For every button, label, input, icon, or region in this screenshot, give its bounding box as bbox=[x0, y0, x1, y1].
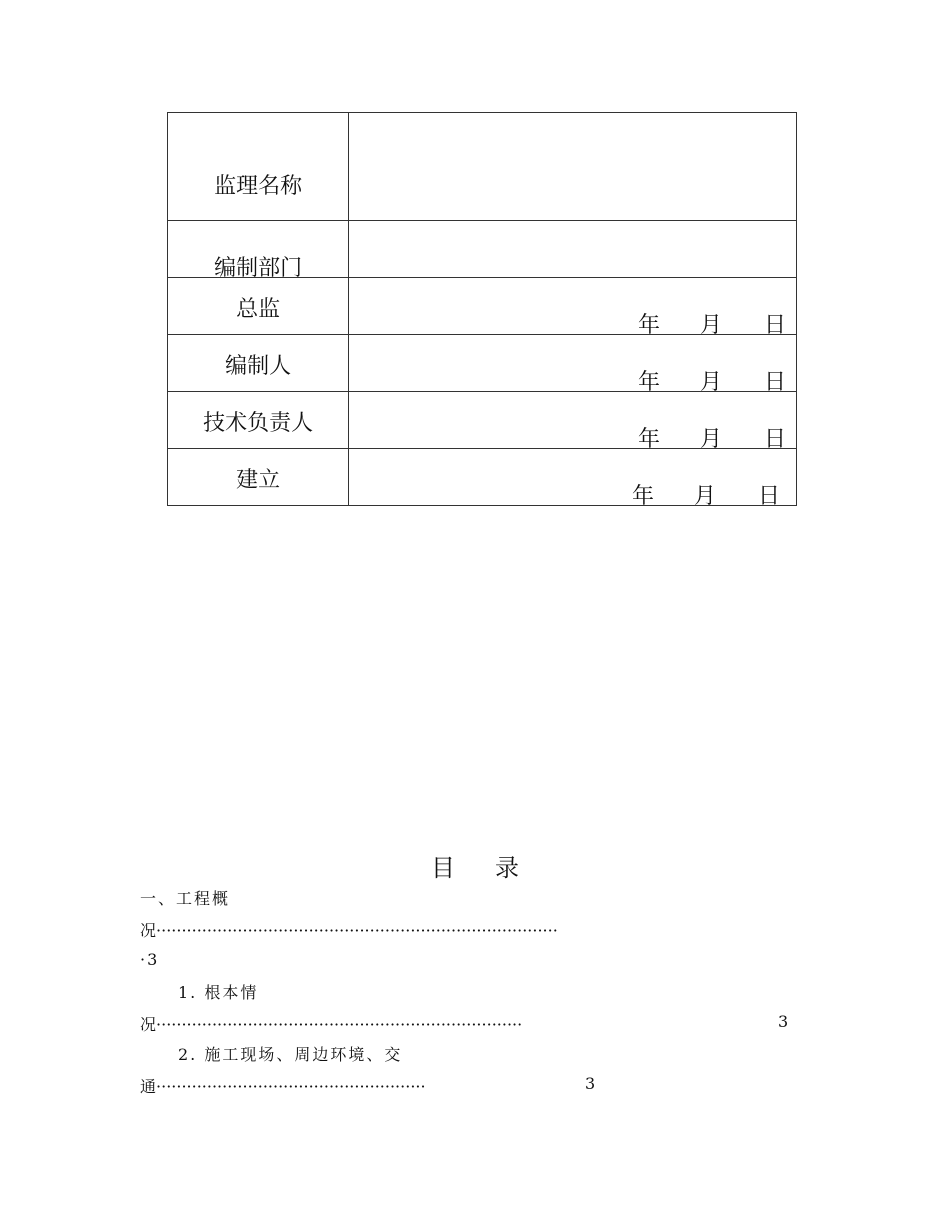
supervision-name-label: 监理名称 bbox=[214, 174, 303, 199]
chief-supervisor-value bbox=[349, 278, 797, 338]
date-day: 日 bbox=[758, 484, 781, 509]
table-row bbox=[168, 221, 797, 278]
established-value bbox=[349, 449, 797, 509]
row-label-cell bbox=[168, 335, 349, 392]
table-row bbox=[168, 392, 797, 449]
department-label: 编制部门 bbox=[214, 256, 303, 281]
date-year: 年 bbox=[638, 427, 661, 452]
toc-entry-leader[interactable] bbox=[140, 1074, 586, 1097]
date-day: 日 bbox=[764, 427, 787, 452]
table-row bbox=[168, 449, 797, 506]
date-day: 日 bbox=[764, 370, 787, 395]
toc-entry-leader[interactable] bbox=[140, 918, 812, 941]
toc-entry-page: 3 bbox=[585, 1074, 598, 1093]
row-label-cell bbox=[168, 113, 349, 221]
compiler-value bbox=[349, 335, 797, 395]
date-year: 年 bbox=[638, 370, 661, 395]
technical-lead-label: 技术负责人 bbox=[203, 411, 314, 436]
technical-lead-value bbox=[349, 392, 797, 452]
toc-entry-heading[interactable]: 2. 施工现场、周边环境、交 bbox=[178, 1045, 403, 1064]
date-year: 年 bbox=[638, 313, 661, 338]
chief-supervisor-label: 总监 bbox=[236, 297, 281, 322]
established-label: 建立 bbox=[236, 468, 281, 493]
row-label-cell bbox=[168, 278, 349, 335]
date-month: 月 bbox=[700, 427, 723, 452]
supervision-name-value bbox=[349, 113, 797, 221]
toc-dot-leader: ····················································· bbox=[156, 1077, 426, 1096]
row-label-cell bbox=[168, 221, 349, 281]
toc-entry-page: ·3 bbox=[140, 950, 160, 969]
row-label-cell bbox=[168, 392, 349, 449]
date-month: 月 bbox=[700, 313, 723, 338]
table-row bbox=[168, 278, 797, 335]
department-value bbox=[349, 221, 797, 278]
toc-entry-heading[interactable]: 一、工程概 bbox=[140, 889, 231, 908]
toc-entry-leader[interactable] bbox=[140, 1012, 770, 1035]
toc-entry-heading[interactable]: 1. 根本情 bbox=[178, 983, 259, 1002]
compiler-label: 编制人 bbox=[225, 354, 292, 379]
toc-entry-tail: 况 bbox=[140, 1015, 157, 1034]
table-row bbox=[168, 335, 797, 392]
date-month: 月 bbox=[694, 484, 717, 509]
toc-entry-tail: 况 bbox=[140, 921, 157, 940]
toc-entry-page: 3 bbox=[778, 1012, 791, 1031]
toc-dot-leader: ········································································ bbox=[156, 1015, 523, 1034]
date-day: 日 bbox=[764, 313, 787, 338]
row-label-cell bbox=[168, 449, 349, 506]
date-field bbox=[632, 479, 780, 510]
toc-dot-leader: ··············································································· bbox=[156, 921, 558, 940]
table-row bbox=[168, 113, 797, 221]
toc-entry-tail: 通 bbox=[140, 1077, 157, 1096]
toc-title: 目录 bbox=[431, 854, 559, 882]
date-year: 年 bbox=[632, 484, 655, 509]
date-month: 月 bbox=[700, 370, 723, 395]
signature-table bbox=[167, 112, 797, 509]
